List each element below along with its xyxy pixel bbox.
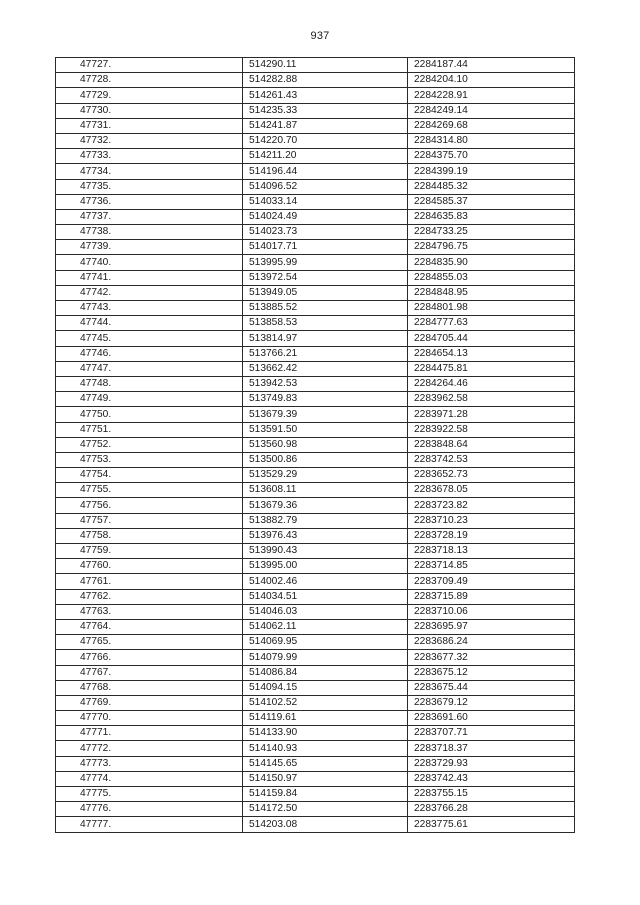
point-number-cell: 47776.: [56, 802, 243, 817]
point-number-cell: 47750.: [56, 407, 243, 422]
x-coordinate-cell: 513858.53: [243, 316, 408, 331]
y-coordinate-cell: 2283679.12: [408, 695, 575, 710]
point-number-cell: 47769.: [56, 695, 243, 710]
table-row: [56, 194, 575, 209]
y-coordinate-cell: 2283675.44: [408, 680, 575, 695]
point-number-cell: 47738.: [56, 225, 243, 240]
y-coordinate-cell: 2284375.70: [408, 149, 575, 164]
x-coordinate-cell: 513949.05: [243, 285, 408, 300]
point-number-cell: 47753.: [56, 452, 243, 467]
table-row: [56, 483, 575, 498]
table-row: [56, 468, 575, 483]
y-coordinate-cell: 2283652.73: [408, 468, 575, 483]
x-coordinate-cell: 514033.14: [243, 194, 408, 209]
point-number-cell: 47774.: [56, 771, 243, 786]
y-coordinate-cell: 2283848.64: [408, 437, 575, 452]
point-number-cell: 47729.: [56, 88, 243, 103]
table-row: [56, 437, 575, 452]
y-coordinate-cell: 2284796.75: [408, 240, 575, 255]
table-row: [56, 680, 575, 695]
y-coordinate-cell: 2284399.19: [408, 164, 575, 179]
table-row: [56, 346, 575, 361]
point-number-cell: 47727.: [56, 58, 243, 73]
y-coordinate-cell: 2283729.93: [408, 756, 575, 771]
table-row: [56, 650, 575, 665]
y-coordinate-cell: 2283691.60: [408, 711, 575, 726]
x-coordinate-cell: 513885.52: [243, 301, 408, 316]
y-coordinate-cell: 2284187.44: [408, 58, 575, 73]
point-number-cell: 47746.: [56, 346, 243, 361]
x-coordinate-cell: 514159.84: [243, 787, 408, 802]
y-coordinate-cell: 2284835.90: [408, 255, 575, 270]
x-coordinate-cell: 514203.08: [243, 817, 408, 832]
x-coordinate-cell: 513972.54: [243, 270, 408, 285]
point-number-cell: 47760.: [56, 559, 243, 574]
table-row: [56, 164, 575, 179]
x-coordinate-cell: 513942.53: [243, 376, 408, 391]
table-row: [56, 544, 575, 559]
x-coordinate-cell: 513995.00: [243, 559, 408, 574]
y-coordinate-cell: 2284204.10: [408, 73, 575, 88]
y-coordinate-cell: 2283715.89: [408, 589, 575, 604]
table-row: [56, 589, 575, 604]
point-number-cell: 47759.: [56, 544, 243, 559]
point-number-cell: 47771.: [56, 726, 243, 741]
x-coordinate-cell: 513560.98: [243, 437, 408, 452]
point-number-cell: 47732.: [56, 133, 243, 148]
table-row: [56, 604, 575, 619]
point-number-cell: 47767.: [56, 665, 243, 680]
point-number-cell: 47756.: [56, 498, 243, 513]
x-coordinate-cell: 513976.43: [243, 528, 408, 543]
x-coordinate-cell: 513882.79: [243, 513, 408, 528]
x-coordinate-cell: 514241.87: [243, 118, 408, 133]
y-coordinate-cell: 2283723.82: [408, 498, 575, 513]
table-row: [56, 817, 575, 832]
y-coordinate-cell: 2283775.61: [408, 817, 575, 832]
y-coordinate-cell: 2283718.13: [408, 544, 575, 559]
table-row: [56, 756, 575, 771]
x-coordinate-cell: 514062.11: [243, 619, 408, 634]
x-coordinate-cell: 514002.46: [243, 574, 408, 589]
y-coordinate-cell: 2283709.49: [408, 574, 575, 589]
point-number-cell: 47747.: [56, 361, 243, 376]
point-number-cell: 47734.: [56, 164, 243, 179]
point-number-cell: 47755.: [56, 483, 243, 498]
y-coordinate-cell: 2283742.43: [408, 771, 575, 786]
y-coordinate-cell: 2283710.06: [408, 604, 575, 619]
point-number-cell: 47740.: [56, 255, 243, 270]
x-coordinate-cell: 514079.99: [243, 650, 408, 665]
point-number-cell: 47742.: [56, 285, 243, 300]
point-number-cell: 47764.: [56, 619, 243, 634]
x-coordinate-cell: 514046.03: [243, 604, 408, 619]
y-coordinate-cell: 2283755.15: [408, 787, 575, 802]
x-coordinate-cell: 513749.83: [243, 392, 408, 407]
y-coordinate-cell: 2284228.91: [408, 88, 575, 103]
point-number-cell: 47743.: [56, 301, 243, 316]
point-number-cell: 47772.: [56, 741, 243, 756]
x-coordinate-cell: 513990.43: [243, 544, 408, 559]
coordinate-table-body: [56, 58, 575, 833]
table-row: [56, 149, 575, 164]
x-coordinate-cell: 513995.99: [243, 255, 408, 270]
x-coordinate-cell: 514096.52: [243, 179, 408, 194]
point-number-cell: 47751.: [56, 422, 243, 437]
table-row: [56, 711, 575, 726]
table-row: [56, 240, 575, 255]
x-coordinate-cell: 514069.95: [243, 635, 408, 650]
table-row: [56, 225, 575, 240]
x-coordinate-cell: 514094.15: [243, 680, 408, 695]
x-coordinate-cell: 513766.21: [243, 346, 408, 361]
x-coordinate-cell: 513679.36: [243, 498, 408, 513]
x-coordinate-cell: 513608.11: [243, 483, 408, 498]
y-coordinate-cell: 2283714.85: [408, 559, 575, 574]
x-coordinate-cell: 513500.86: [243, 452, 408, 467]
y-coordinate-cell: 2283695.97: [408, 619, 575, 634]
table-row: [56, 574, 575, 589]
table-row: [56, 635, 575, 650]
table-row: [56, 513, 575, 528]
y-coordinate-cell: 2284654.13: [408, 346, 575, 361]
y-coordinate-cell: 2284475.81: [408, 361, 575, 376]
point-number-cell: 47754.: [56, 468, 243, 483]
table-row: [56, 179, 575, 194]
point-number-cell: 47736.: [56, 194, 243, 209]
x-coordinate-cell: 514261.43: [243, 88, 408, 103]
x-coordinate-cell: 514211.20: [243, 149, 408, 164]
y-coordinate-cell: 2283677.32: [408, 650, 575, 665]
x-coordinate-cell: 514235.33: [243, 103, 408, 118]
point-number-cell: 47733.: [56, 149, 243, 164]
x-coordinate-cell: 514017.71: [243, 240, 408, 255]
table-row: [56, 376, 575, 391]
point-number-cell: 47749.: [56, 392, 243, 407]
x-coordinate-cell: 513814.97: [243, 331, 408, 346]
point-number-cell: 47770.: [56, 711, 243, 726]
y-coordinate-cell: 2284269.68: [408, 118, 575, 133]
y-coordinate-cell: 2283686.24: [408, 635, 575, 650]
table-row: [56, 528, 575, 543]
y-coordinate-cell: 2283742.53: [408, 452, 575, 467]
point-number-cell: 47757.: [56, 513, 243, 528]
point-number-cell: 47745.: [56, 331, 243, 346]
y-coordinate-cell: 2283678.05: [408, 483, 575, 498]
y-coordinate-cell: 2284485.32: [408, 179, 575, 194]
point-number-cell: 47737.: [56, 209, 243, 224]
point-number-cell: 47761.: [56, 574, 243, 589]
y-coordinate-cell: 2283728.19: [408, 528, 575, 543]
page-number: 937: [310, 30, 330, 42]
table-row: [56, 619, 575, 634]
table-row: [56, 422, 575, 437]
x-coordinate-cell: 514023.73: [243, 225, 408, 240]
point-number-cell: 47731.: [56, 118, 243, 133]
table-row: [56, 58, 575, 73]
table-row: [56, 301, 575, 316]
table-row: [56, 695, 575, 710]
point-number-cell: 47758.: [56, 528, 243, 543]
point-number-cell: 47735.: [56, 179, 243, 194]
x-coordinate-cell: 514145.65: [243, 756, 408, 771]
y-coordinate-cell: 2284635.83: [408, 209, 575, 224]
x-coordinate-cell: 514119.61: [243, 711, 408, 726]
point-number-cell: 47728.: [56, 73, 243, 88]
x-coordinate-cell: 514140.93: [243, 741, 408, 756]
y-coordinate-cell: 2283971.28: [408, 407, 575, 422]
point-number-cell: 47744.: [56, 316, 243, 331]
y-coordinate-cell: 2283962.58: [408, 392, 575, 407]
table-row: [56, 741, 575, 756]
table-row: [56, 331, 575, 346]
coordinate-table: [55, 57, 575, 833]
table-row: [56, 559, 575, 574]
table-row: [56, 665, 575, 680]
point-number-cell: 47741.: [56, 270, 243, 285]
y-coordinate-cell: 2284733.25: [408, 225, 575, 240]
y-coordinate-cell: 2284705.44: [408, 331, 575, 346]
table-row: [56, 771, 575, 786]
y-coordinate-cell: 2284249.14: [408, 103, 575, 118]
x-coordinate-cell: 513591.50: [243, 422, 408, 437]
table-row: [56, 118, 575, 133]
point-number-cell: 47775.: [56, 787, 243, 802]
table-row: [56, 392, 575, 407]
point-number-cell: 47773.: [56, 756, 243, 771]
point-number-cell: 47730.: [56, 103, 243, 118]
table-row: [56, 285, 575, 300]
table-row: [56, 209, 575, 224]
y-coordinate-cell: 2283922.58: [408, 422, 575, 437]
y-coordinate-cell: 2283718.37: [408, 741, 575, 756]
table-row: [56, 787, 575, 802]
y-coordinate-cell: 2283710.23: [408, 513, 575, 528]
y-coordinate-cell: 2284848.95: [408, 285, 575, 300]
y-coordinate-cell: 2283707.71: [408, 726, 575, 741]
point-number-cell: 47768.: [56, 680, 243, 695]
y-coordinate-cell: 2283675.12: [408, 665, 575, 680]
point-number-cell: 47752.: [56, 437, 243, 452]
x-coordinate-cell: 513679.39: [243, 407, 408, 422]
x-coordinate-cell: 514086.84: [243, 665, 408, 680]
y-coordinate-cell: 2284264.46: [408, 376, 575, 391]
y-coordinate-cell: 2284801.98: [408, 301, 575, 316]
x-coordinate-cell: 514133.90: [243, 726, 408, 741]
x-coordinate-cell: 514102.52: [243, 695, 408, 710]
table-row: [56, 255, 575, 270]
table-row: [56, 407, 575, 422]
point-number-cell: 47762.: [56, 589, 243, 604]
x-coordinate-cell: 514290.11: [243, 58, 408, 73]
y-coordinate-cell: 2283766.28: [408, 802, 575, 817]
x-coordinate-cell: 513662.42: [243, 361, 408, 376]
y-coordinate-cell: 2284855.03: [408, 270, 575, 285]
y-coordinate-cell: 2284777.63: [408, 316, 575, 331]
table-row: [56, 270, 575, 285]
y-coordinate-cell: 2284585.37: [408, 194, 575, 209]
x-coordinate-cell: 513529.29: [243, 468, 408, 483]
table-row: [56, 726, 575, 741]
table-row: [56, 88, 575, 103]
table-row: [56, 316, 575, 331]
point-number-cell: 47763.: [56, 604, 243, 619]
table-row: [56, 452, 575, 467]
table-row: [56, 802, 575, 817]
table-row: [56, 73, 575, 88]
point-number-cell: 47777.: [56, 817, 243, 832]
x-coordinate-cell: 514024.49: [243, 209, 408, 224]
point-number-cell: 47748.: [56, 376, 243, 391]
x-coordinate-cell: 514220.70: [243, 133, 408, 148]
point-number-cell: 47766.: [56, 650, 243, 665]
x-coordinate-cell: 514172.50: [243, 802, 408, 817]
x-coordinate-cell: 514150.97: [243, 771, 408, 786]
y-coordinate-cell: 2284314.80: [408, 133, 575, 148]
table-row: [56, 133, 575, 148]
table-row: [56, 103, 575, 118]
x-coordinate-cell: 514034.51: [243, 589, 408, 604]
point-number-cell: 47739.: [56, 240, 243, 255]
table-row: [56, 361, 575, 376]
x-coordinate-cell: 514282.88: [243, 73, 408, 88]
x-coordinate-cell: 514196.44: [243, 164, 408, 179]
table-row: [56, 498, 575, 513]
point-number-cell: 47765.: [56, 635, 243, 650]
